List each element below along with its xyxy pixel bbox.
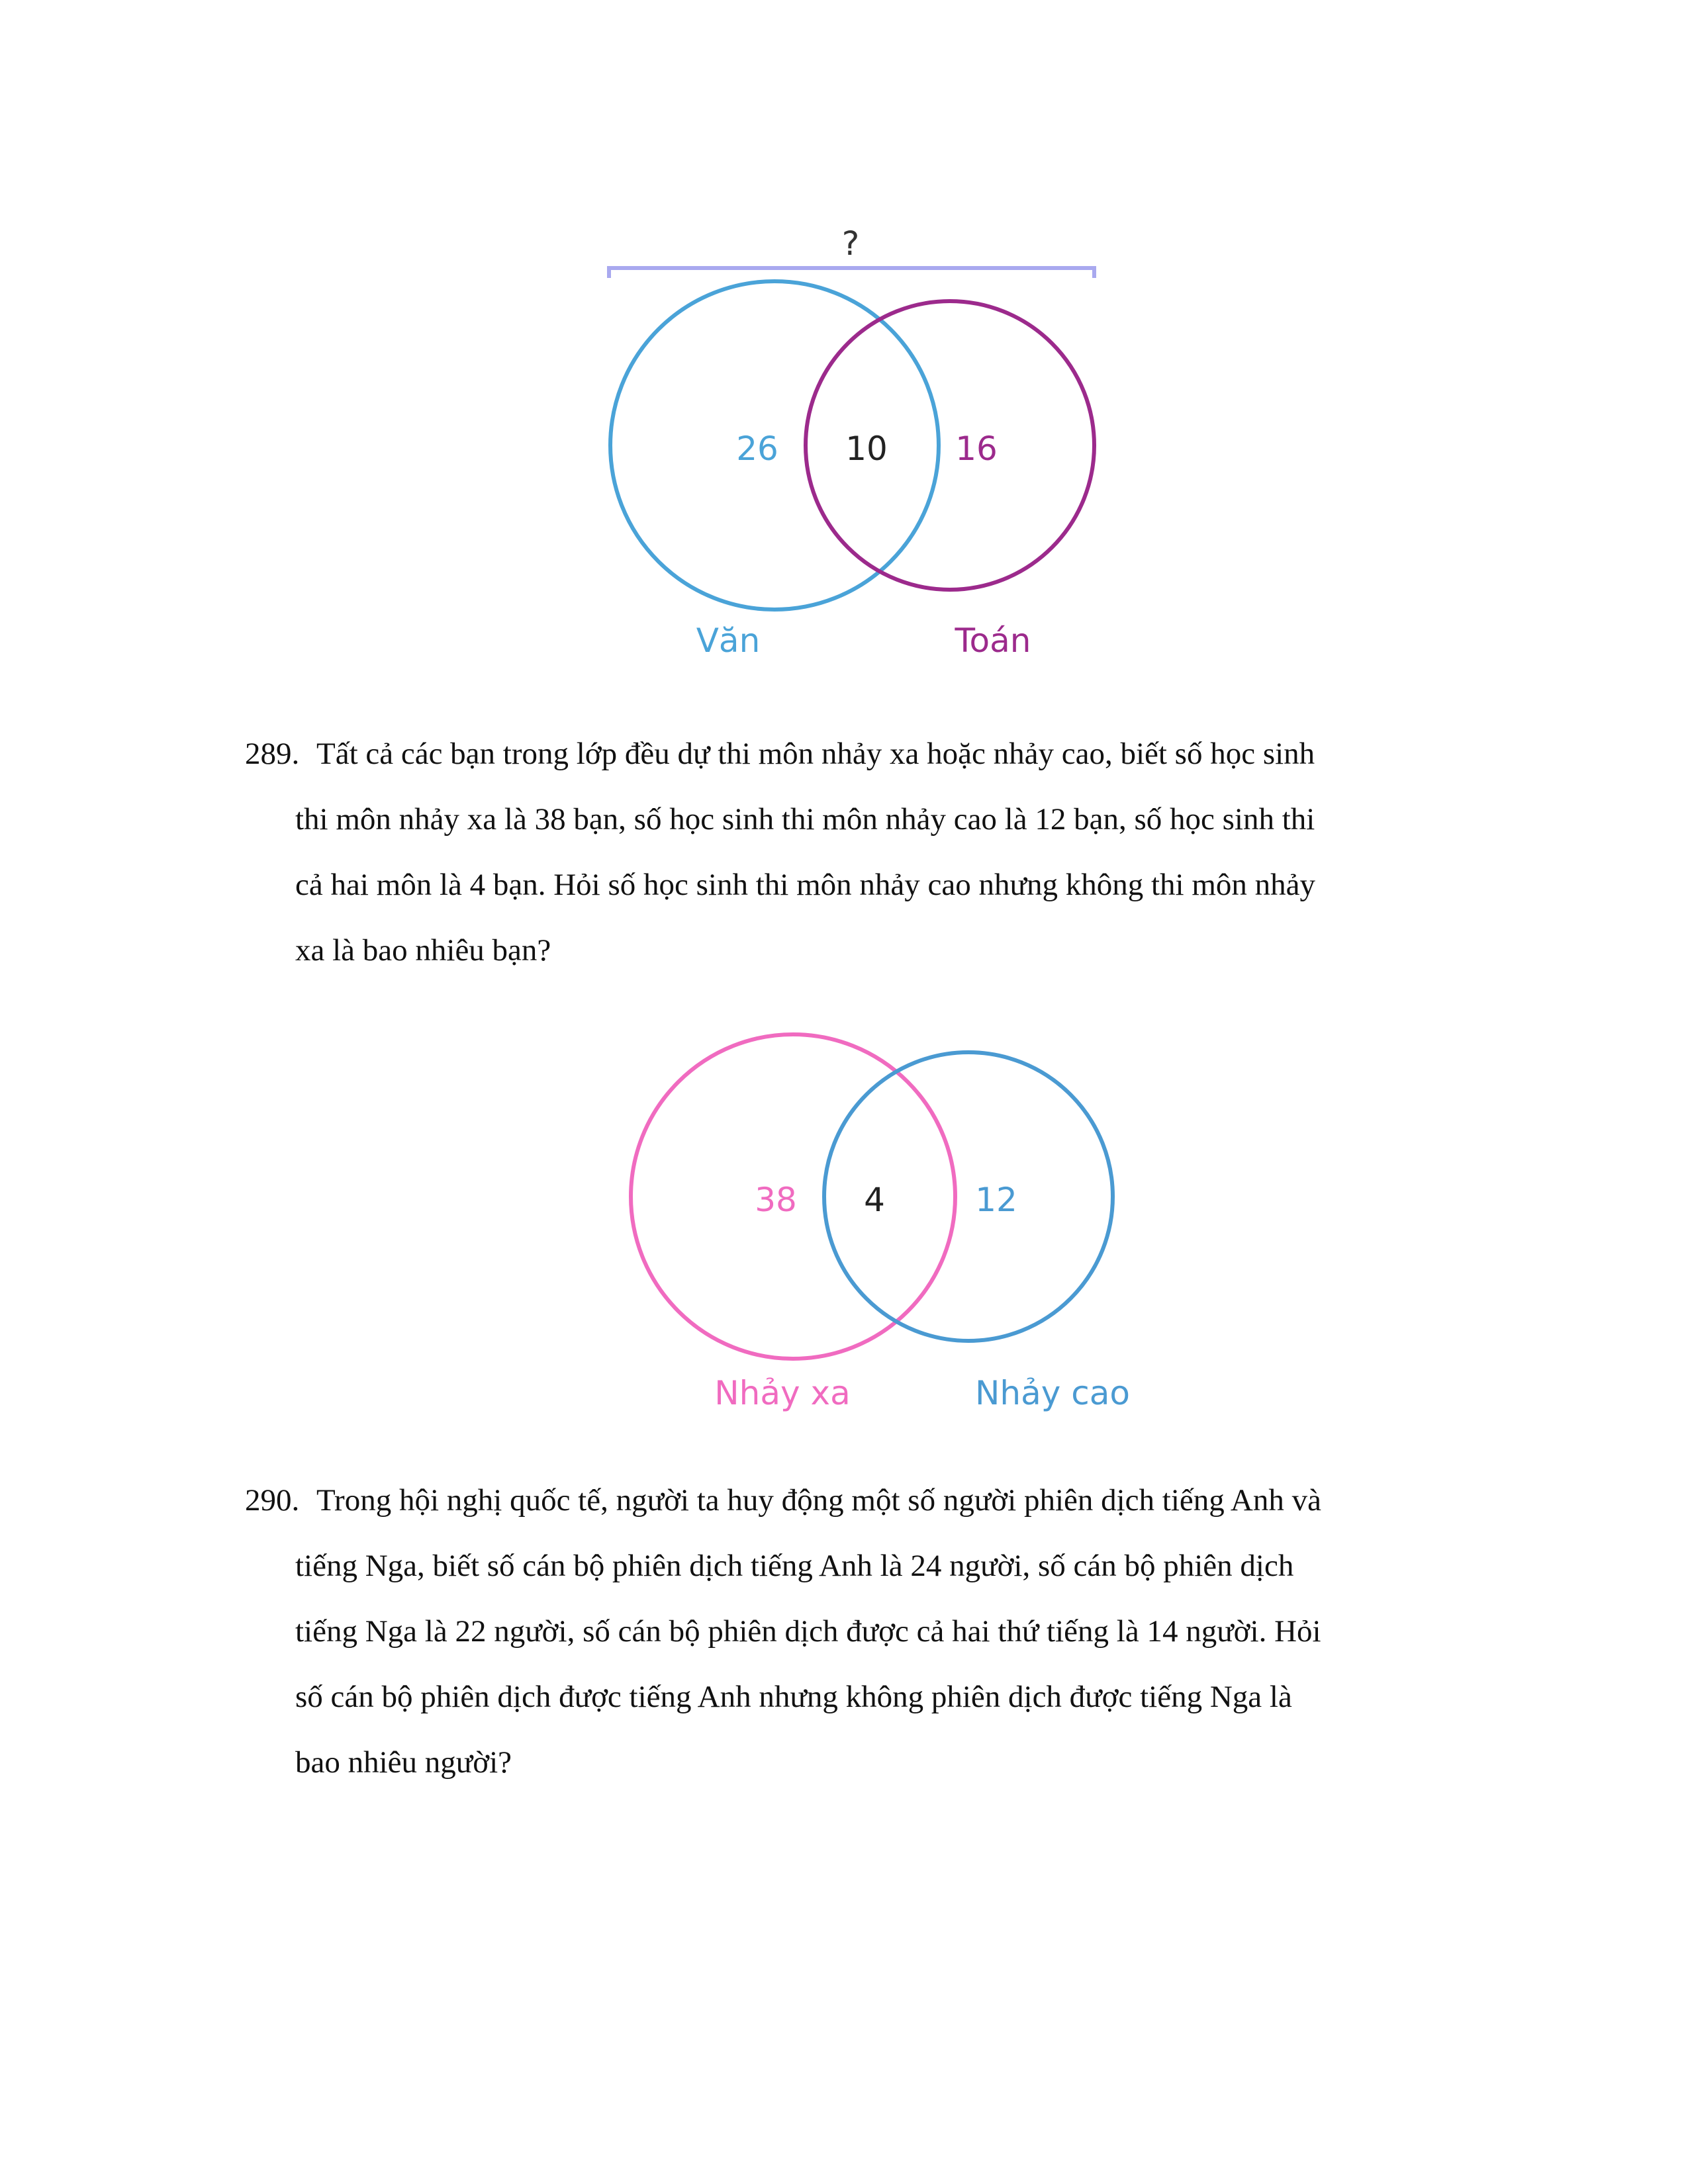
problem-289-number: 289. <box>245 737 300 771</box>
venn-diagram-van-toan <box>0 0 1688 662</box>
nhay-cao-only-count: 12 <box>975 1181 1017 1219</box>
toan-only-count: 16 <box>955 430 998 468</box>
van-toan-overlap-count: 10 <box>845 430 888 468</box>
problem-290-line-5: bao nhiêu người? <box>295 1745 512 1780</box>
problem-289 <box>245 721 1476 983</box>
venn-diagram-nhay-xa-nhay-cao <box>0 993 1688 1443</box>
bracket-question-mark: ? <box>841 224 860 263</box>
nhay-xa-set-label: Nhảy xa <box>714 1374 851 1412</box>
problem-290-line-4: số cán bộ phiên dịch được tiếng Anh nhưng không phiên dịch được tiếng Nga là <box>295 1680 1292 1714</box>
van-only-count: 26 <box>736 430 778 468</box>
toan-set-label: Toán <box>955 621 1031 660</box>
problem-290-line-2: tiếng Nga, biết số cán bộ phiên dịch tiếng Anh là 24 người, số cán bộ phiên dịch <box>295 1549 1294 1583</box>
problem-289-line-2: thi môn nhảy xa là 38 bạn, số học sinh thi môn nhảy cao là 12 bạn, số học sinh thi <box>295 802 1315 837</box>
problem-290 <box>245 1468 1476 1796</box>
van-set-label: Văn <box>696 621 761 660</box>
nhay-cao-set-label: Nhảy cao <box>975 1374 1130 1412</box>
total-bracket <box>609 268 1094 278</box>
nhay-xa-only-count: 38 <box>755 1181 797 1219</box>
problem-290-line-3: tiếng Nga là 22 người, số cán bộ phiên dịch được cả hai thứ tiếng là 14 người. Hỏi <box>295 1614 1321 1649</box>
problem-290-number: 290. <box>245 1483 300 1518</box>
problem-289-line-1: Tất cả các bạn trong lớp đều dự thi môn nhảy xa hoặc nhảy cao, biết số học sinh <box>316 737 1315 771</box>
problem-289-line-3: cả hai môn là 4 bạn. Hỏi số học sinh thi môn nhảy cao nhưng không thi môn nhảy <box>295 868 1315 902</box>
nhay-overlap-count: 4 <box>864 1181 885 1219</box>
problem-290-line-1: Trong hội nghị quốc tế, người ta huy động một số người phiên dịch tiếng Anh và <box>316 1483 1321 1518</box>
problem-289-line-4: xa là bao nhiêu bạn? <box>295 933 551 968</box>
